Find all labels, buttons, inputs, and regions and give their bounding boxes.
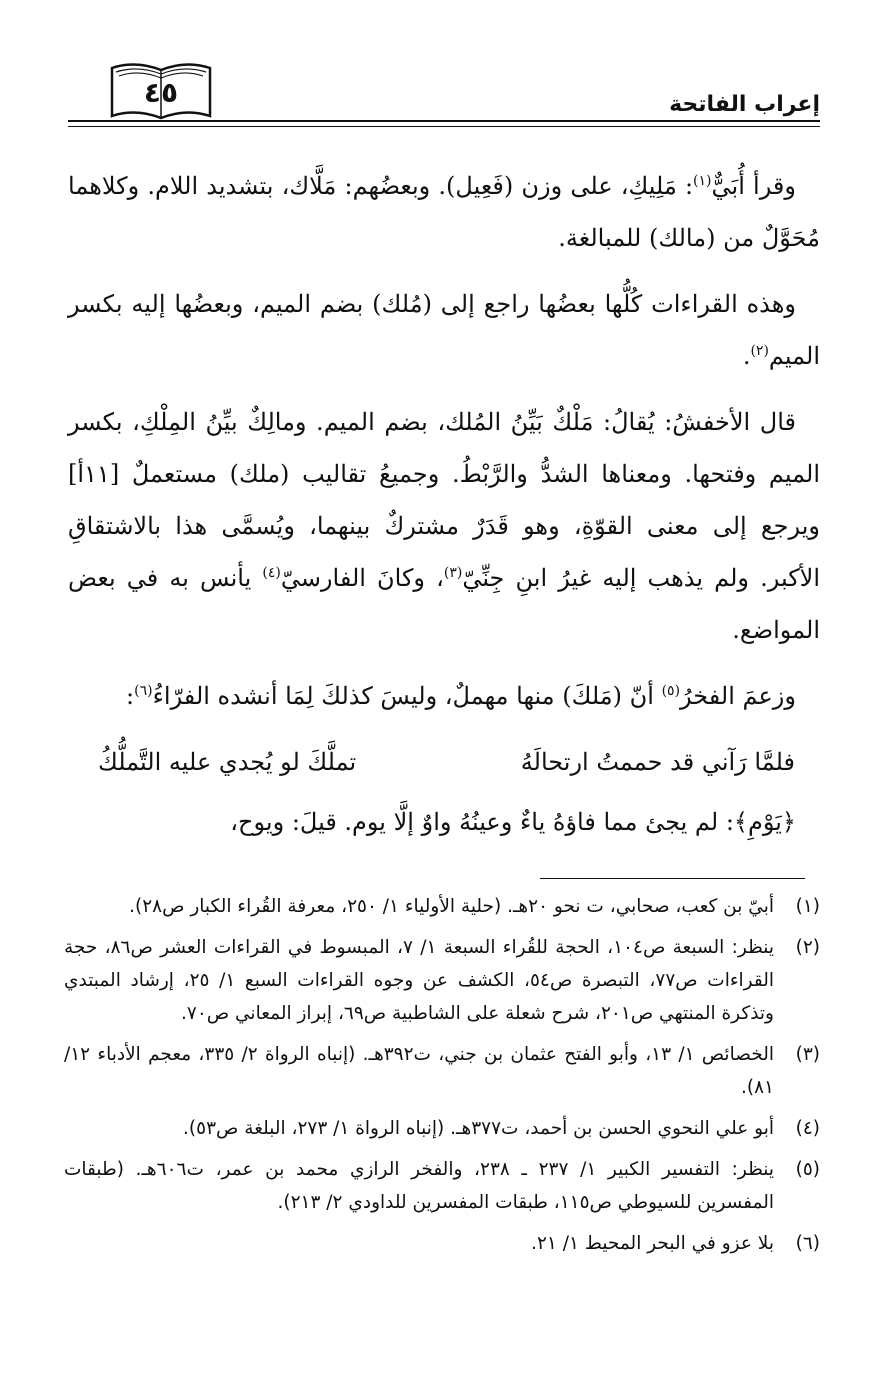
footnote-ref-3[interactable]: (٣)	[443, 565, 463, 581]
footnote-ref-1[interactable]: (١)	[693, 173, 712, 189]
footnote-number: (٢)	[795, 937, 820, 958]
text-span: : مَلِيكِ، على وزن (فَعِيل). وبعضُهم: مَلَّاك، بتشديد اللام. وكلاهما مُحَوَّلٌ من (مالك) للمبالغة.	[68, 172, 820, 252]
footnote-ref-5[interactable]: (٥)	[661, 683, 681, 699]
running-title: إعراب الفاتحة	[669, 92, 820, 117]
text-span: .	[742, 342, 751, 370]
footnote-number: (١)	[795, 896, 820, 917]
footnote-item	[64, 1112, 820, 1145]
footnote-item	[64, 931, 820, 1030]
page-number: ٤٥	[143, 76, 179, 109]
paragraph-3	[68, 396, 820, 656]
footnotes	[64, 890, 820, 1268]
footnote-item	[64, 890, 820, 923]
text-span: ، وكانَ الفارسيّ	[280, 564, 444, 592]
text-span: وقرأ أُبَيٌّ	[711, 172, 796, 200]
footnote-text: ينظر: السبعة ص١٠٤، الحجة للقُراء السبعة ١/ ٧، المبسوط في القراءات العشر ص٨٦، حجة القراءات ص٧٧، التبصرة ص٥٤، الكشف عن وجوه القراءات السبع ١/ ٢٥، إرشاد المبتدي وتذكرة المنتهي ص٢٠١، شرح شعلة على الشاطبية ص٦٩، إبراز المعاني ص٧٠.	[64, 937, 775, 1024]
book-icon	[106, 58, 216, 120]
footnote-number: (٣)	[795, 1044, 820, 1065]
text-span: وزعمَ الفخرُ	[680, 682, 796, 710]
header-rule-thick	[68, 120, 820, 122]
paragraph-1	[68, 160, 820, 264]
text-span: :	[126, 682, 135, 710]
header-rule-thin	[68, 126, 820, 127]
main-text	[68, 160, 820, 862]
footnote-text: ينظر: التفسير الكبير ١/ ٢٣٧ ـ ٢٣٨، والفخر الرازي محمد بن عمر، ت٦٠٦هـ. (طبقات المفسرين للسيوطي ص١١٥، طبقات المفسرين للداودي ٢/ ٢١٣).	[64, 1159, 774, 1213]
text-span: وهذه القراءات كُلُّها بعضُها راجع إلى (مُلك) بضم الميم، وبعضُها إليه بكسر الميم	[68, 290, 820, 370]
text-span: يأنس به في بعض المواضع.	[68, 564, 820, 644]
verse-second-hemistich: تملَّكَ لو يُجدي عليه التَّملُّكُ	[98, 748, 357, 776]
footnote-text: أبيّ بن كعب، صحابي، ت نحو ٢٠هـ. (حلية الأولياء ١/ ٢٥٠، معرفة القُراء الكبار ص٢٨).	[129, 896, 774, 917]
footnote-item	[64, 1227, 820, 1260]
page-header	[68, 60, 820, 130]
paragraph-2	[68, 278, 820, 382]
footnote-item	[64, 1038, 820, 1104]
footnote-number: (٤)	[795, 1118, 820, 1139]
footnote-text: أبو علي النحوي الحسن بن أحمد، ت٣٧٧هـ. (إنباه الرواة ١/ ٢٧٣، البلغة ص٥٣).	[183, 1118, 774, 1139]
footnote-number: (٥)	[795, 1159, 820, 1180]
footnote-ref-4[interactable]: (٤)	[262, 565, 281, 581]
paragraph-5	[68, 796, 820, 848]
footnote-text: الخصائص ١/ ١٣، وأبو الفتح عثمان بن جني، ت٣٩٢هـ. (إنباه الرواة ٢/ ٣٣٥، معجم الأدباء ١٢/ ٨١).	[64, 1044, 774, 1098]
footnote-item	[64, 1153, 820, 1219]
paragraph-4	[68, 670, 820, 722]
footnote-text: بلا عزو في البحر المحيط ١/ ٢١.	[531, 1233, 774, 1254]
text-span: ﴿يَوْمِ﴾: لم يجئ مما فاؤهُ ياءٌ وعينُهُ واوٌ إلَّا يوم. قيلَ: ويوح،	[230, 808, 796, 836]
text-span: قال الأخفشُ: يُقالُ: مَلْكٌ بَيِّنُ المُلك، بضم الميم. ومالِكٌ بيِّنُ المِلْكِ، بكسر الميم وفتحها. ومعناها الشدُّ والرَّبْطُ. وجميعُ تقاليب (ملك) مستعملٌ [١١أ] ويرجع إلى معنى القوّةِ، وهو قَدَرٌ مشتركٌ بينهما، ويُسمَّى هذا بالاشتقاقِ الأكبر. ولم يذهب إليه غيرُ ابنِ جِنِّيّ	[68, 408, 820, 592]
poetry-verse	[68, 736, 820, 788]
footnote-number: (٦)	[795, 1233, 820, 1254]
footnote-ref-6[interactable]: (٦)	[134, 683, 153, 699]
footnote-separator	[540, 878, 805, 879]
text-span: أنّ (مَلكَ) منها مهملٌ، وليسَ كذلكَ لِمَا أنشده الفرّاءُ	[152, 682, 662, 710]
footnote-ref-2[interactable]: (٢)	[750, 343, 769, 359]
verse-first-hemistich: فلمَّا رَآني قد حممتُ ارتحالَهُ	[520, 748, 795, 776]
